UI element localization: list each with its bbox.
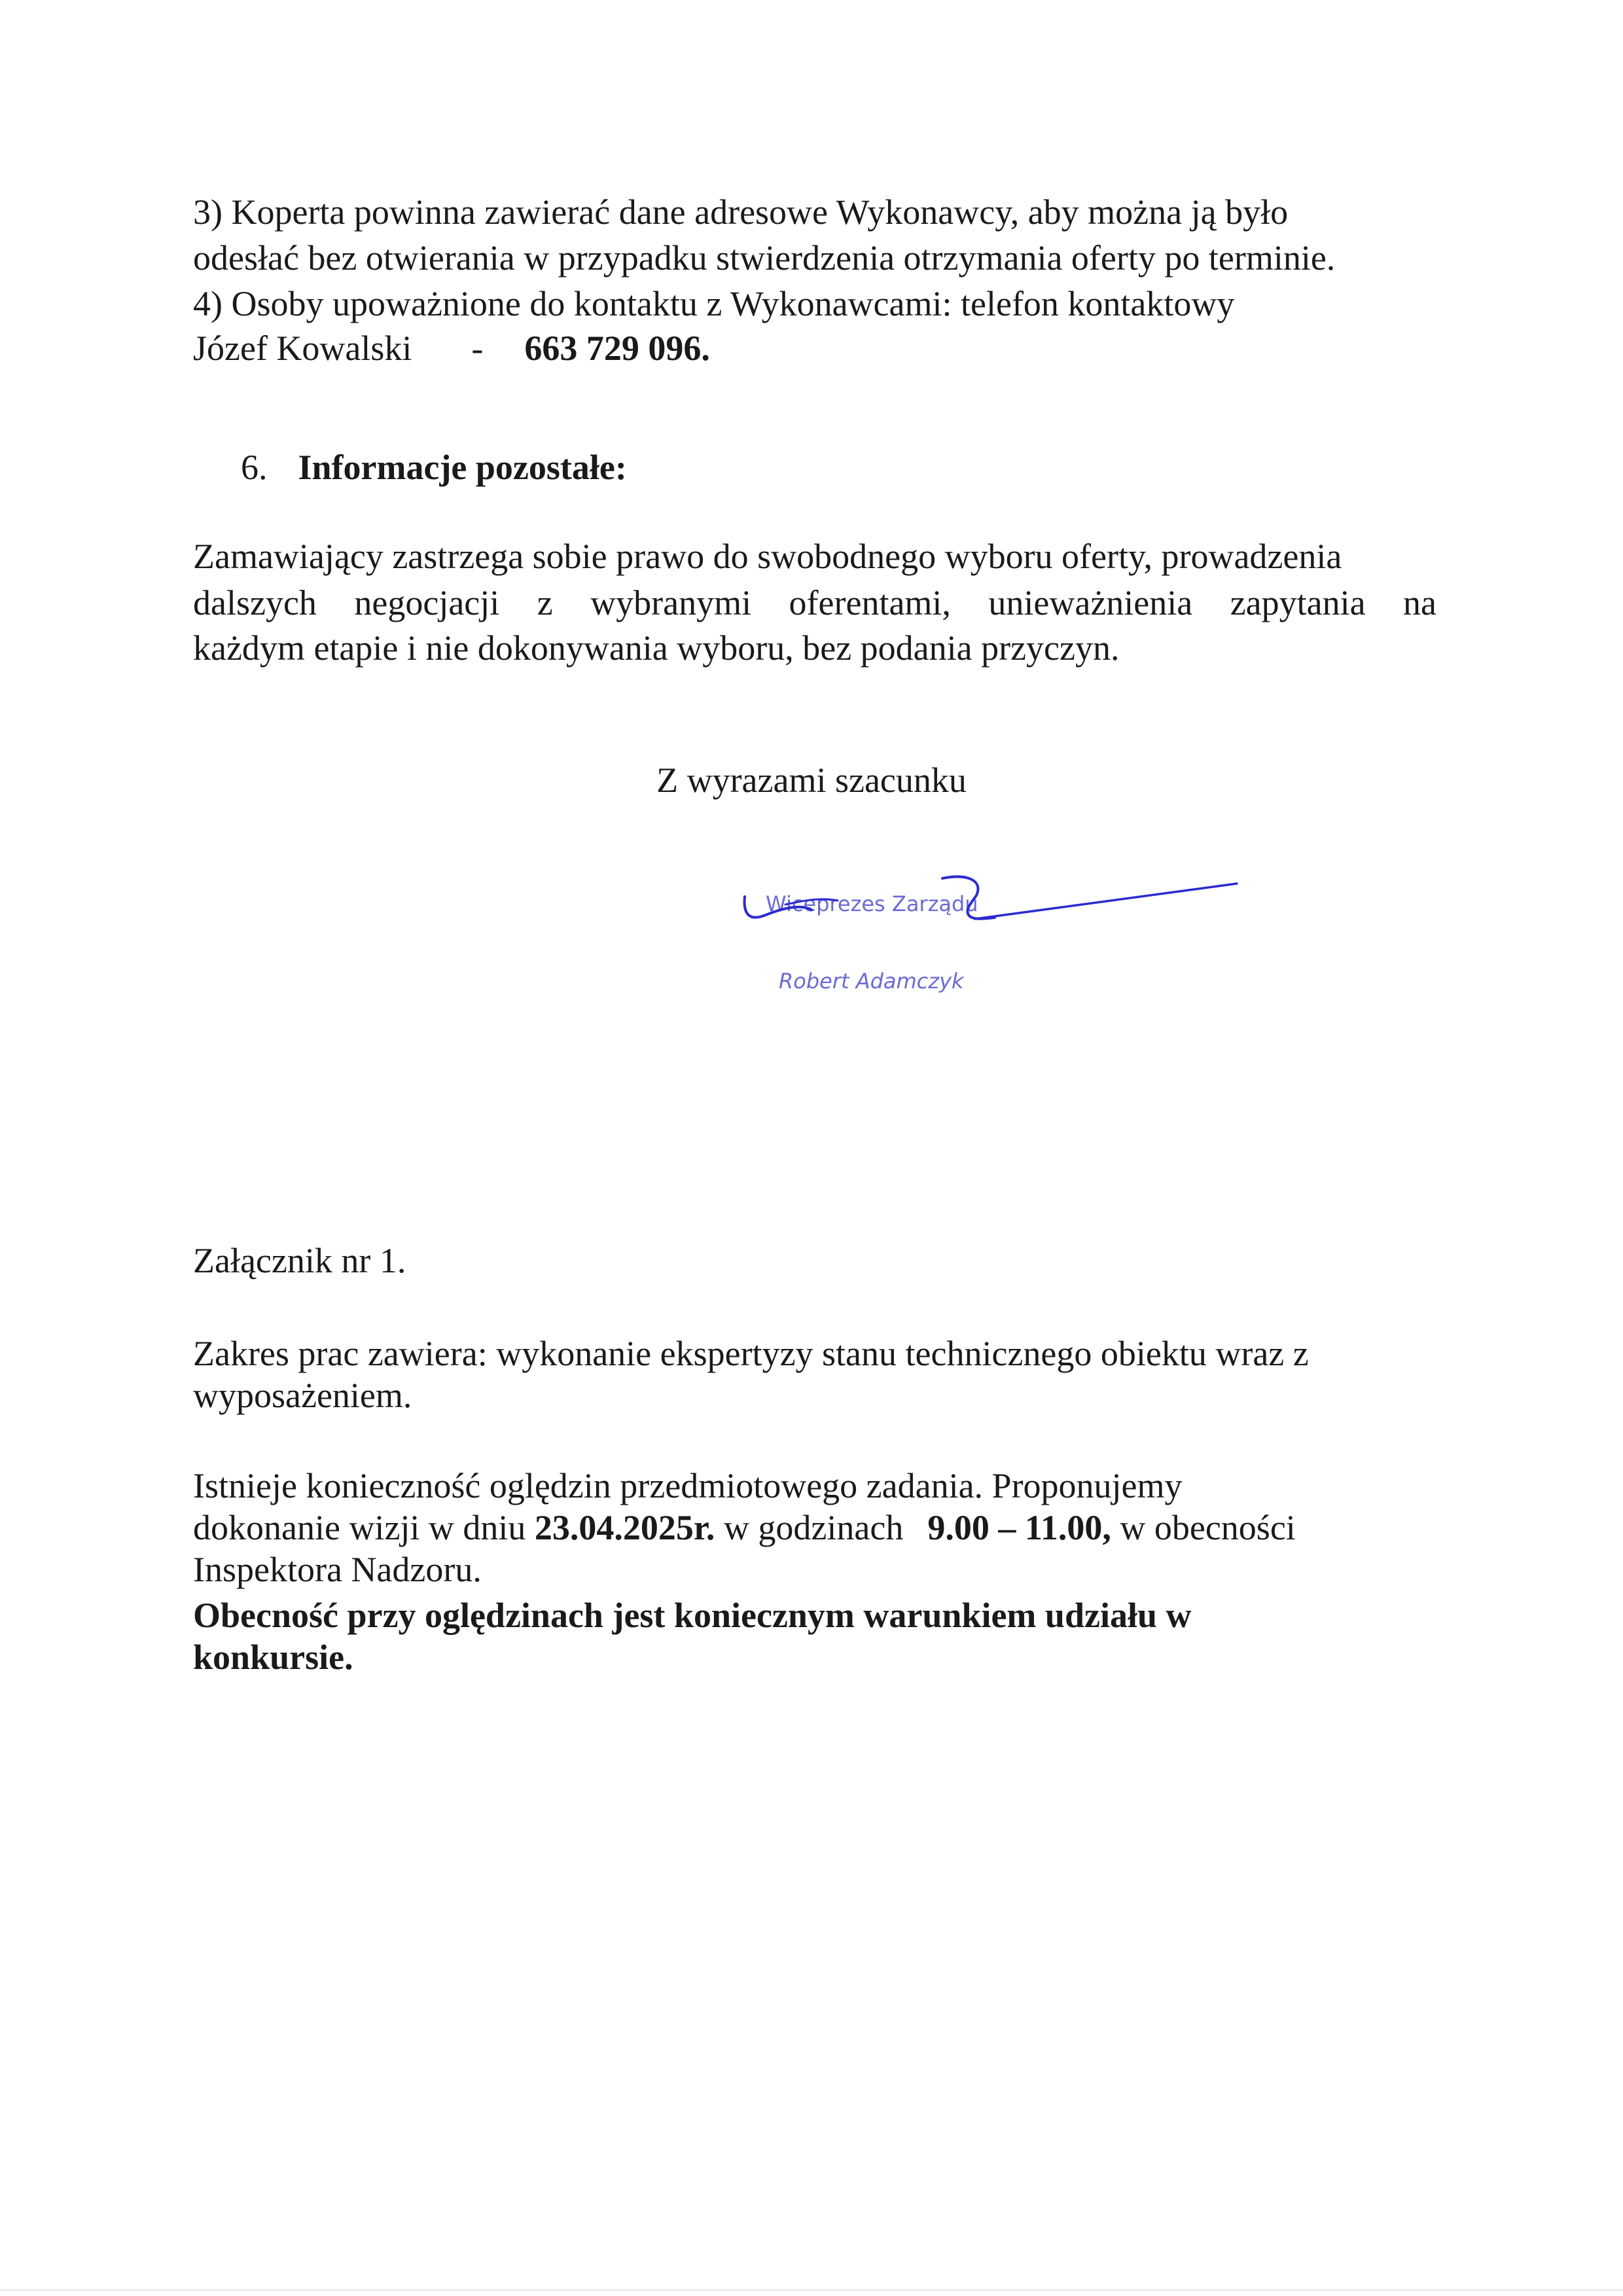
- section6-body-line2: dalszych negocjacji z wybranymi oferentami, unieważnienia zapytania na: [193, 583, 1436, 622]
- annex-scope-line1: Zakres prac zawiera: wykonanie ekspertyzy stanu technicznego obiektu wraz z: [193, 1334, 1309, 1373]
- section6-heading: [241, 446, 627, 488]
- annex-requirement-line1: Obecność przy oględzinach jest koniecznym warunkiem udziału w: [193, 1596, 1192, 1635]
- visit-text-b: w godzinach: [723, 1508, 904, 1547]
- annex-visit-line2: [193, 1507, 1296, 1549]
- para3-line1: 3) Koperta powinna zawierać dane adresowe Wykonawcy, aby można ją było: [193, 192, 1289, 232]
- annex-visit-line1: Istnieje konieczność oględzin przedmiotowego zadania. Proponujemy: [193, 1466, 1183, 1505]
- closing-greeting: Z wyrazami szacunku: [656, 761, 967, 800]
- annex-requirement-line2: konkursie.: [193, 1638, 353, 1677]
- visit-text-a: dokonanie wizji w dniu: [193, 1508, 526, 1547]
- contact-dash: -: [471, 329, 484, 368]
- visit-text-c: w obecności: [1120, 1508, 1296, 1547]
- stamp-title: Wiceprezes Zarządu: [766, 891, 978, 916]
- para4-line1: 4) Osoby upoważnione do kontaktu z Wykonawcami: telefon kontaktowy: [193, 284, 1235, 323]
- annex-visit-line3: Inspektora Nadzoru.: [193, 1550, 482, 1589]
- visit-hours: 9.00 – 11.00,: [927, 1508, 1111, 1547]
- contact-name: Józef Kowalski: [193, 329, 412, 368]
- handwritten-signature: [740, 864, 1263, 1034]
- section6-number: 6.: [241, 448, 268, 487]
- contact-line: [193, 327, 710, 369]
- visit-date: 23.04.2025r.: [534, 1508, 715, 1547]
- section6-title: Informacje pozostałe:: [298, 448, 627, 487]
- contact-phone: 663 729 096.: [524, 329, 710, 368]
- stamp-name: Robert Adamczyk: [779, 969, 964, 994]
- section6-body-line3: każdym etapie i nie dokonywania wyboru, bez podania przyczyn.: [193, 628, 1120, 668]
- page-bottom-edge: [0, 2289, 1623, 2291]
- annex-title: Załącznik nr 1.: [193, 1241, 406, 1280]
- signature-stamp: [740, 864, 1263, 1034]
- annex-scope-line2: wyposażeniem.: [193, 1376, 412, 1415]
- para3-line2: odesłać bez otwierania w przypadku stwierdzenia otrzymania oferty po terminie.: [193, 238, 1336, 278]
- section6-body-line1: Zamawiający zastrzega sobie prawo do swobodnego wyboru oferty, prowadzenia: [193, 537, 1342, 576]
